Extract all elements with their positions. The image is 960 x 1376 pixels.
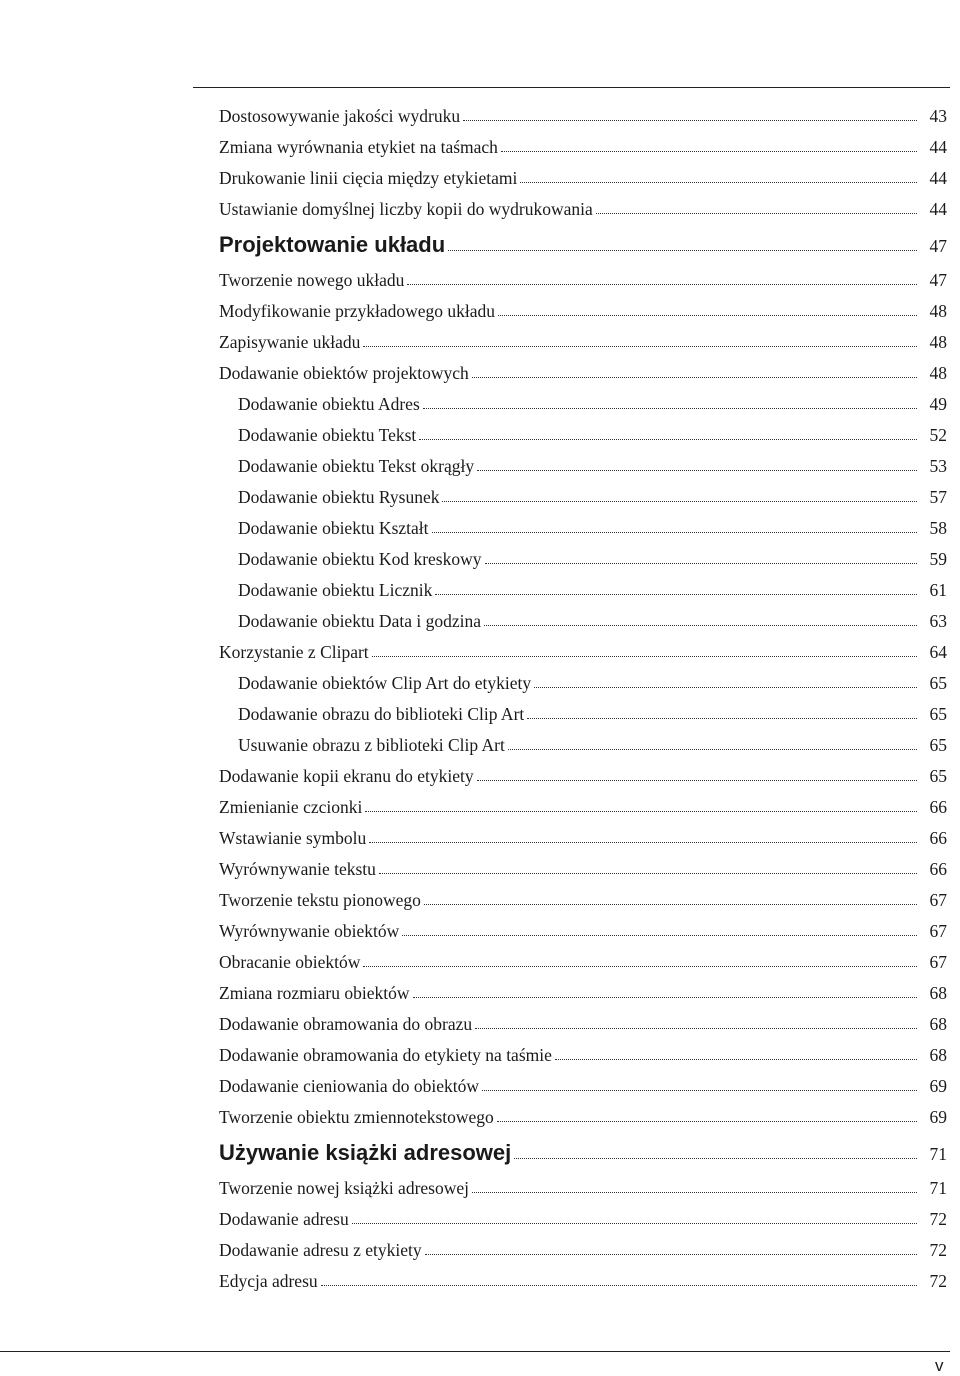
- dot-leader: [363, 346, 917, 347]
- toc-entry-page: 65: [929, 704, 947, 724]
- toc-entry-title: Dodawanie obiektu Tekst: [238, 425, 417, 445]
- toc-entry[interactable]: [219, 637, 947, 668]
- toc-entry-page: 63: [929, 611, 947, 631]
- dot-leader: [463, 120, 917, 121]
- toc-entry[interactable]: [219, 1235, 947, 1266]
- toc-entry-page: 57: [929, 487, 947, 507]
- dot-leader: [442, 501, 917, 502]
- toc-entry-title: Ustawianie domyślnej liczby kopii do wydrukowania: [219, 199, 593, 219]
- toc-entry[interactable]: [219, 1102, 947, 1133]
- toc-entry[interactable]: [219, 513, 947, 544]
- toc-entry-page: 71: [929, 1144, 947, 1164]
- toc-entry-title: Dostosowywanie jakości wydruku: [219, 106, 461, 126]
- toc-entry-page: 66: [929, 859, 947, 879]
- toc-entry-title: Korzystanie z Clipart: [219, 642, 369, 662]
- toc-entry-title: Dodawanie cieniowania do obiektów: [219, 1076, 479, 1096]
- dot-leader: [435, 594, 917, 595]
- toc-entry-page: 68: [929, 983, 947, 1003]
- toc-entry-page: 59: [929, 549, 947, 569]
- toc-entry-title: Tworzenie tekstu pionowego: [219, 890, 421, 910]
- dot-leader: [477, 780, 917, 781]
- dot-leader: [498, 315, 917, 316]
- toc-entry-page: 58: [929, 518, 947, 538]
- toc-entry-page: 72: [929, 1209, 947, 1229]
- toc-entry-title: Dodawanie obrazu do biblioteki Clip Art: [238, 704, 525, 724]
- toc-entry-page: 65: [929, 673, 947, 693]
- dot-leader: [485, 563, 918, 564]
- toc-entry-page: 67: [929, 952, 947, 972]
- toc-entry-title: Wyrównywanie tekstu: [219, 859, 376, 879]
- toc-entry-page: 66: [929, 797, 947, 817]
- dot-leader: [555, 1059, 917, 1060]
- toc-entry[interactable]: [219, 885, 947, 916]
- toc-entry-title: Tworzenie nowego układu: [219, 270, 405, 290]
- dot-leader: [413, 997, 918, 998]
- dot-leader: [365, 811, 917, 812]
- dot-leader: [534, 687, 917, 688]
- toc-entry-page: 72: [929, 1240, 947, 1260]
- toc-entry[interactable]: [219, 854, 947, 885]
- toc-entry[interactable]: [219, 947, 947, 978]
- toc-entry-page: 68: [929, 1014, 947, 1034]
- toc-entry-title: Edycja adresu: [219, 1271, 318, 1291]
- toc-entry[interactable]: [219, 606, 947, 637]
- toc-entry-title: Dodawanie adresu z etykiety: [219, 1240, 422, 1260]
- dot-leader: [527, 718, 917, 719]
- toc-entry-title: Dodawanie obiektu Adres: [238, 394, 420, 414]
- toc-entry-title: Używanie książki adresowej: [219, 1140, 512, 1165]
- toc-entry-page: 44: [929, 199, 947, 219]
- dot-leader: [482, 1090, 917, 1091]
- toc-entry-title: Dodawanie obiektu Licznik: [238, 580, 433, 600]
- toc-entry-title: Dodawanie obiektu Tekst okrągły: [238, 456, 475, 476]
- toc-entry[interactable]: [219, 761, 947, 792]
- toc-entry[interactable]: [219, 482, 947, 513]
- toc-entry[interactable]: [219, 544, 947, 575]
- toc-entry-title: Zmiana rozmiaru obiektów: [219, 983, 410, 1003]
- toc-entry-title: Dodawanie obiektów projektowych: [219, 363, 469, 383]
- toc-entry[interactable]: [219, 823, 947, 854]
- toc-entry[interactable]: [219, 916, 947, 947]
- dot-leader: [514, 1158, 917, 1159]
- toc-entry[interactable]: [219, 194, 947, 225]
- toc-entry[interactable]: [219, 265, 947, 296]
- toc-entry-title: Dodawanie obiektu Rysunek: [238, 487, 440, 507]
- toc-entry-page: 53: [929, 456, 947, 476]
- toc-entry[interactable]: [219, 358, 947, 389]
- toc-entry-page: 48: [929, 301, 947, 321]
- toc-entry-title: Wstawianie symbolu: [219, 828, 367, 848]
- dot-leader: [475, 1028, 917, 1029]
- toc-entry-title: Dodawanie obiektu Kod kreskowy: [238, 549, 482, 569]
- toc-entry[interactable]: [219, 668, 947, 699]
- toc-entry-page: 44: [929, 168, 947, 188]
- toc-entry-page: 65: [929, 735, 947, 755]
- dot-leader: [432, 532, 917, 533]
- toc-entry-page: 47: [929, 236, 947, 256]
- toc-entry-page: 71: [929, 1178, 947, 1198]
- dot-leader: [472, 1192, 917, 1193]
- dot-leader: [423, 408, 917, 409]
- dot-leader: [419, 439, 917, 440]
- dot-leader: [379, 873, 917, 874]
- dot-leader: [352, 1223, 917, 1224]
- toc-entry-title: Zmienianie czcionki: [219, 797, 363, 817]
- dot-leader: [520, 182, 917, 183]
- toc-entry[interactable]: [219, 451, 947, 482]
- toc-entry[interactable]: [219, 575, 947, 606]
- toc-entry-title: Dodawanie adresu: [219, 1209, 349, 1229]
- toc-entry-title: Wyrównywanie obiektów: [219, 921, 400, 941]
- toc-entry-page: 67: [929, 921, 947, 941]
- toc-entry-title: Dodawanie obramowania do etykiety na taśmie: [219, 1045, 552, 1065]
- toc-entry-title: Projektowanie układu: [219, 232, 446, 257]
- toc-entry-page: 67: [929, 890, 947, 910]
- dot-leader: [402, 935, 917, 936]
- dot-leader: [477, 470, 917, 471]
- table-of-contents: [219, 101, 947, 1297]
- toc-entry[interactable]: [219, 327, 947, 358]
- toc-entry-title: Zmiana wyrównania etykiet na taśmach: [219, 137, 498, 157]
- bottom-rule: [0, 1351, 950, 1352]
- dot-leader: [369, 842, 917, 843]
- dot-leader: [501, 151, 917, 152]
- toc-entry-title: Dodawanie obramowania do obrazu: [219, 1014, 473, 1034]
- toc-entry-page: 43: [929, 106, 947, 126]
- toc-entry-page: 66: [929, 828, 947, 848]
- toc-entry[interactable]: [219, 389, 947, 420]
- toc-entry[interactable]: [219, 1266, 947, 1297]
- toc-entry[interactable]: [219, 163, 947, 194]
- dot-leader: [508, 749, 917, 750]
- toc-entry[interactable]: [219, 1204, 947, 1235]
- toc-entry-title: Modyfikowanie przykładowego układu: [219, 301, 496, 321]
- toc-entry[interactable]: [219, 296, 947, 327]
- top-rule: [193, 87, 950, 88]
- dot-leader: [472, 377, 917, 378]
- toc-entry-title: Tworzenie obiektu zmiennotekstowego: [219, 1107, 494, 1127]
- toc-entry-page: 68: [929, 1045, 947, 1065]
- dot-leader: [321, 1285, 917, 1286]
- toc-entry-title: Tworzenie nowej książki adresowej: [219, 1178, 469, 1198]
- toc-entry[interactable]: [219, 978, 947, 1009]
- toc-entry[interactable]: [219, 132, 947, 163]
- toc-entry-title: Obracanie obiektów: [219, 952, 361, 972]
- dot-leader: [372, 656, 917, 657]
- dot-leader: [448, 250, 917, 251]
- toc-entry-page: 52: [929, 425, 947, 445]
- toc-entry-title: Dodawanie kopii ekranu do etykiety: [219, 766, 474, 786]
- toc-entry-title: Dodawanie obiektu Data i godzina: [238, 611, 481, 631]
- toc-entry[interactable]: [219, 730, 947, 761]
- dot-leader: [425, 1254, 917, 1255]
- toc-entry-page: 69: [929, 1107, 947, 1127]
- toc-entry[interactable]: [219, 101, 947, 132]
- toc-entry-page: 61: [929, 580, 947, 600]
- toc-entry-page: 48: [929, 332, 947, 352]
- toc-chapter-entry[interactable]: [219, 225, 947, 265]
- toc-entry-page: 49: [929, 394, 947, 414]
- toc-entry-title: Dodawanie obiektów Clip Art do etykiety: [238, 673, 532, 693]
- dot-leader: [497, 1121, 917, 1122]
- toc-entry-page: 65: [929, 766, 947, 786]
- dot-leader: [407, 284, 917, 285]
- dot-leader: [484, 625, 917, 626]
- toc-entry[interactable]: [219, 1071, 947, 1102]
- toc-entry-page: 48: [929, 363, 947, 383]
- page-number: v: [935, 1356, 944, 1375]
- dot-leader: [363, 966, 917, 967]
- toc-entry[interactable]: [219, 1173, 947, 1204]
- toc-entry-page: 64: [929, 642, 947, 662]
- toc-entry-page: 69: [929, 1076, 947, 1096]
- toc-entry-title: Zapisywanie układu: [219, 332, 361, 352]
- toc-entry-title: Usuwanie obrazu z biblioteki Clip Art: [238, 735, 505, 755]
- toc-entry-page: 72: [929, 1271, 947, 1291]
- toc-entry[interactable]: [219, 699, 947, 730]
- dot-leader: [424, 904, 917, 905]
- toc-entry-page: 44: [929, 137, 947, 157]
- toc-entry[interactable]: [219, 1040, 947, 1071]
- toc-entry[interactable]: [219, 1009, 947, 1040]
- toc-entry-title: Drukowanie linii cięcia między etykietami: [219, 168, 518, 188]
- toc-entry-title: Dodawanie obiektu Kształt: [238, 518, 429, 538]
- toc-entry-page: 47: [929, 270, 947, 290]
- toc-entry[interactable]: [219, 420, 947, 451]
- toc-chapter-entry[interactable]: [219, 1133, 947, 1173]
- dot-leader: [596, 213, 917, 214]
- toc-entry[interactable]: [219, 792, 947, 823]
